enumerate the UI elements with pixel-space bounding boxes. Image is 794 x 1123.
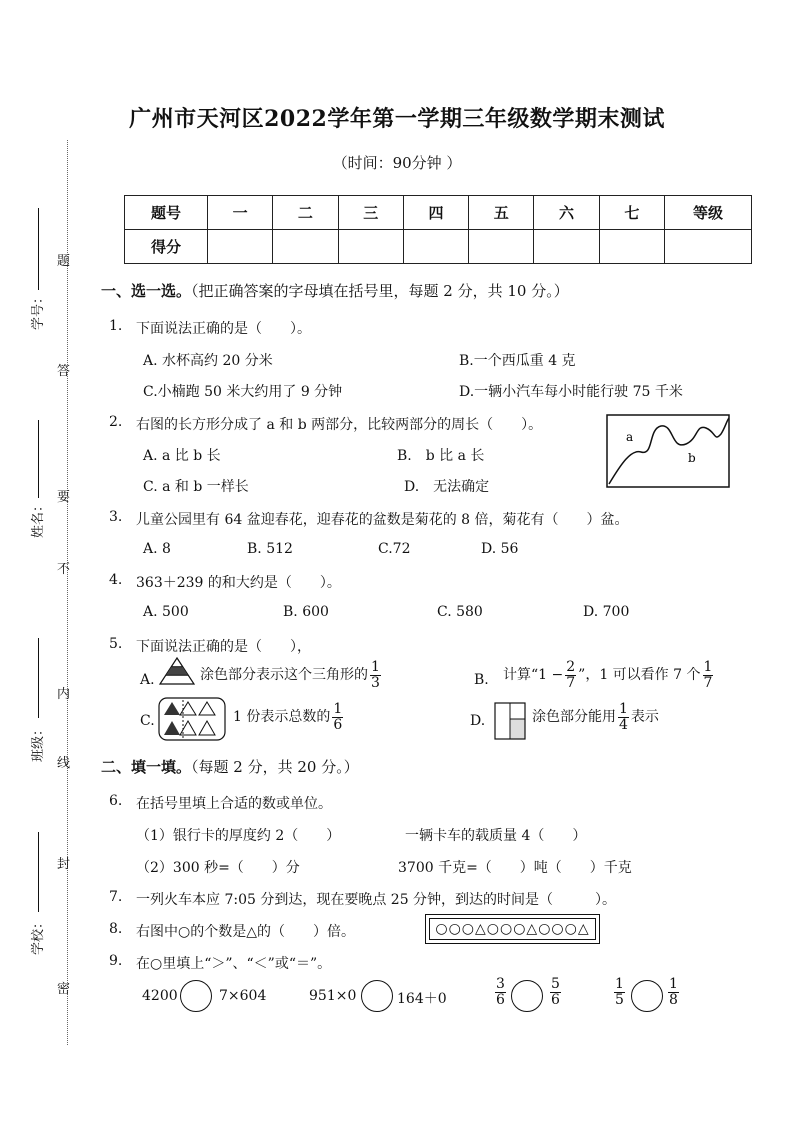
q5-b-text-1: 计算“1 − [503, 667, 564, 684]
q9-p4-left-fraction [612, 977, 627, 1007]
fraction-denominator: 7 [703, 674, 713, 691]
seal-char-4: 不 [57, 562, 71, 577]
exam-title: 广州市天河区2022学年第一学期三年级数学期末测试 [129, 106, 665, 132]
score-header-cell: 题号 [125, 196, 208, 230]
q9-p1-left: 4200 [142, 988, 178, 1004]
q2-stem: 右图的长方形分成了 a 和 b 两部分，比较两部分的周长（ ）。 [136, 417, 543, 433]
exam-time: （时间：90分钟 ） [332, 154, 462, 172]
q5-c-fraction [332, 702, 343, 732]
score-cell[interactable] [338, 230, 403, 264]
fraction-denominator: 7 [566, 674, 576, 691]
q5-c-text: 1 份表示总数的 [233, 709, 331, 726]
score-row-label: 得分 [125, 230, 208, 264]
q4-option-a: A. 500 [143, 604, 189, 620]
q5-stem: 下面说法正确的是（ ）， [136, 639, 311, 655]
score-header-cell: 三 [338, 196, 403, 230]
q9-p4-right-fraction [666, 977, 681, 1007]
q2-option-d: D. 无法确定 [404, 479, 490, 495]
q5-option-c-text [233, 702, 345, 732]
fraction-denominator: 6 [496, 991, 505, 1008]
q6-line-2b: 3700 千克=（ ）吨（ ）千克 [398, 860, 632, 876]
seal-char-7: 封 [57, 857, 71, 872]
margin-school-label: 学校： [31, 915, 46, 955]
score-cell[interactable] [534, 230, 599, 264]
q7-stem: 一列火车本应 7:05 分到达，现在要晚点 25 分钟，到达的时间是（ ）。 [136, 892, 617, 908]
q4-number: 4. [109, 572, 123, 588]
q5-option-d-label: D. [470, 713, 486, 729]
score-header-cell: 二 [273, 196, 338, 230]
q5-a-fraction [370, 660, 381, 690]
q1-number: 1. [109, 318, 123, 334]
fraction-numerator: 1 [619, 701, 628, 717]
q9-p1-right: 7×604 [219, 988, 267, 1004]
margin-class-label: 班级： [31, 722, 46, 762]
fraction-numerator: 3 [496, 976, 505, 992]
q5-b-fraction-2 [703, 660, 714, 690]
q2-rectangle-figure [606, 414, 731, 489]
q7-number: 7. [109, 889, 123, 905]
q3-option-a: A. 8 [143, 541, 171, 557]
fraction-numerator: 1 [371, 659, 380, 675]
seal-char-3: 要 [57, 490, 71, 505]
q5-option-a-text [200, 660, 383, 690]
section-2-heading [101, 756, 359, 777]
score-header-cell: 六 [534, 196, 599, 230]
q1-option-c: C.小楠跑 50 米大约用了 9 分钟 [143, 384, 343, 400]
q3-option-c: C.72 [378, 541, 411, 557]
q5-d-text-1: 涂色部分能用 [532, 709, 616, 726]
school-blank[interactable] [38, 832, 39, 912]
q5-triangles-group-icon [158, 697, 226, 741]
score-table-score-row [125, 230, 752, 264]
q5-b-text-2: ”，1 可以看作 7 个 [578, 667, 701, 684]
score-header-cell: 一 [208, 196, 273, 230]
q5-option-d-text [532, 702, 659, 732]
seal-char-5: 内 [57, 687, 71, 702]
score-table [124, 195, 752, 264]
seal-char-6: 线 [57, 756, 71, 771]
section-1-title: 一、选一选。 [101, 282, 192, 300]
q9-p4-compare-circle[interactable] [631, 980, 663, 1012]
fraction-denominator: 4 [619, 716, 628, 733]
fraction-numerator: 1 [669, 976, 678, 992]
q4-option-b: B. 600 [283, 604, 329, 620]
q2-option-b: B. b 比 a 长 [397, 448, 485, 464]
score-cell[interactable] [273, 230, 338, 264]
margin-student-id-label: 学号： [31, 290, 46, 330]
q3-stem: 儿童公园里有 64 盆迎春花，迎春花的盆数是菊花的 8 倍，菊花有（ ）盆。 [136, 512, 629, 528]
q6-line-2a: （2）300 秒=（ ）分 [136, 860, 300, 876]
q9-p3-left-fraction [493, 977, 508, 1007]
fraction-numerator: 2 [566, 659, 576, 675]
q5-option-b-text [503, 660, 715, 690]
name-blank[interactable] [38, 420, 39, 498]
score-cell[interactable] [599, 230, 664, 264]
q5-b-fraction-1 [565, 660, 576, 690]
q5-d-text-2: 表示 [630, 709, 659, 726]
score-cell[interactable] [403, 230, 468, 264]
q2-number: 2. [109, 414, 123, 430]
fraction-denominator: 5 [615, 991, 624, 1008]
score-header-cell: 七 [599, 196, 664, 230]
q1-option-b: B.一个西瓜重 4 克 [459, 353, 576, 369]
score-cell[interactable] [208, 230, 273, 264]
score-header-cell: 四 [403, 196, 468, 230]
fraction-denominator: 8 [669, 991, 678, 1008]
q1-option-d: D.一辆小汽车每小时能行驶 75 千米 [459, 384, 683, 400]
fraction-numerator: 5 [551, 976, 560, 992]
q9-p1-compare-circle[interactable] [180, 980, 212, 1012]
q4-stem: 363＋239 的和大约是（ ）。 [136, 575, 341, 591]
score-header-cell: 等级 [665, 196, 752, 230]
q5-triangle-icon [158, 656, 196, 686]
q6-line-1a: （1）银行卡的厚度约 2（ ） [136, 828, 341, 844]
score-cell[interactable] [469, 230, 534, 264]
binding-dotted-line [67, 140, 68, 1045]
q4-option-d: D. 700 [583, 604, 630, 620]
q9-stem: 在○里填上“＞”、“＜”或“＝”。 [136, 956, 332, 972]
q1-option-a: A. 水杯高约 20 分米 [143, 353, 273, 369]
seal-char-1: 题 [57, 254, 71, 269]
q6-line-1b: 一辆卡车的载质量 4（ ） [405, 828, 587, 844]
fraction-denominator: 6 [551, 991, 560, 1008]
q9-number: 9. [109, 953, 123, 969]
q9-p2-compare-circle[interactable] [361, 980, 393, 1012]
fraction-numerator: 1 [703, 659, 713, 675]
q4-option-c: C. 580 [437, 604, 483, 620]
q5-option-a-label: A. [140, 672, 155, 688]
score-header-cell: 五 [469, 196, 534, 230]
q5-d-fraction [618, 702, 629, 732]
seal-char-8: 密 [57, 982, 71, 997]
q5-a-text: 涂色部分表示这个三角形的 [200, 667, 368, 684]
q5-number: 5. [109, 636, 123, 652]
section-2-note: （每题 2 分，共 20 分。） [191, 758, 359, 776]
q9-p2-left: 951×0 [309, 988, 357, 1004]
q5-shaded-rectangle-icon [494, 702, 526, 740]
fraction-denominator: 6 [333, 716, 343, 733]
q2-figure-label-a: a [626, 430, 634, 444]
q5-option-b-label: B. [474, 672, 489, 688]
q2-figure-label-b: b [688, 451, 696, 465]
fraction-denominator: 3 [371, 674, 380, 691]
q2-option-c: C. a 和 b 一样长 [143, 479, 249, 495]
q5-option-c-label: C. [140, 713, 155, 729]
score-cell[interactable] [665, 230, 752, 264]
q8-shapes-text: ○○○△○○○△○○○△ [429, 918, 596, 940]
q3-option-b: B. 512 [247, 541, 293, 557]
q9-p3-compare-circle[interactable] [511, 980, 543, 1012]
q3-number: 3. [109, 509, 123, 525]
q2-option-a: A. a 比 b 长 [143, 448, 221, 464]
section-1-note: （把正确答案的字母填在括号里，每题 2 分，共 10 分。） [191, 282, 569, 300]
fraction-numerator: 1 [333, 701, 343, 717]
seal-char-2: 答 [57, 364, 71, 379]
section-2-title: 二、填一填。 [101, 758, 192, 776]
q6-stem: 在括号里填上合适的数或单位。 [136, 796, 332, 812]
section-1-heading [101, 280, 569, 301]
score-table-header-row [125, 196, 752, 230]
q9-p2-right: 164＋0 [397, 991, 447, 1007]
q8-number: 8. [109, 921, 123, 937]
class-blank[interactable] [38, 638, 39, 718]
margin-name-label: 姓名： [31, 498, 46, 538]
q8-stem: 右图中○的个数是△的（ ）倍。 [136, 924, 355, 940]
fraction-numerator: 1 [615, 976, 624, 992]
student-id-blank[interactable] [38, 208, 39, 290]
q1-stem: 下面说法正确的是（ ）。 [136, 321, 311, 337]
q6-number: 6. [109, 793, 123, 809]
q3-option-d: D. 56 [481, 541, 519, 557]
q9-p3-right-fraction [548, 977, 563, 1007]
q8-shapes-box [425, 914, 600, 944]
